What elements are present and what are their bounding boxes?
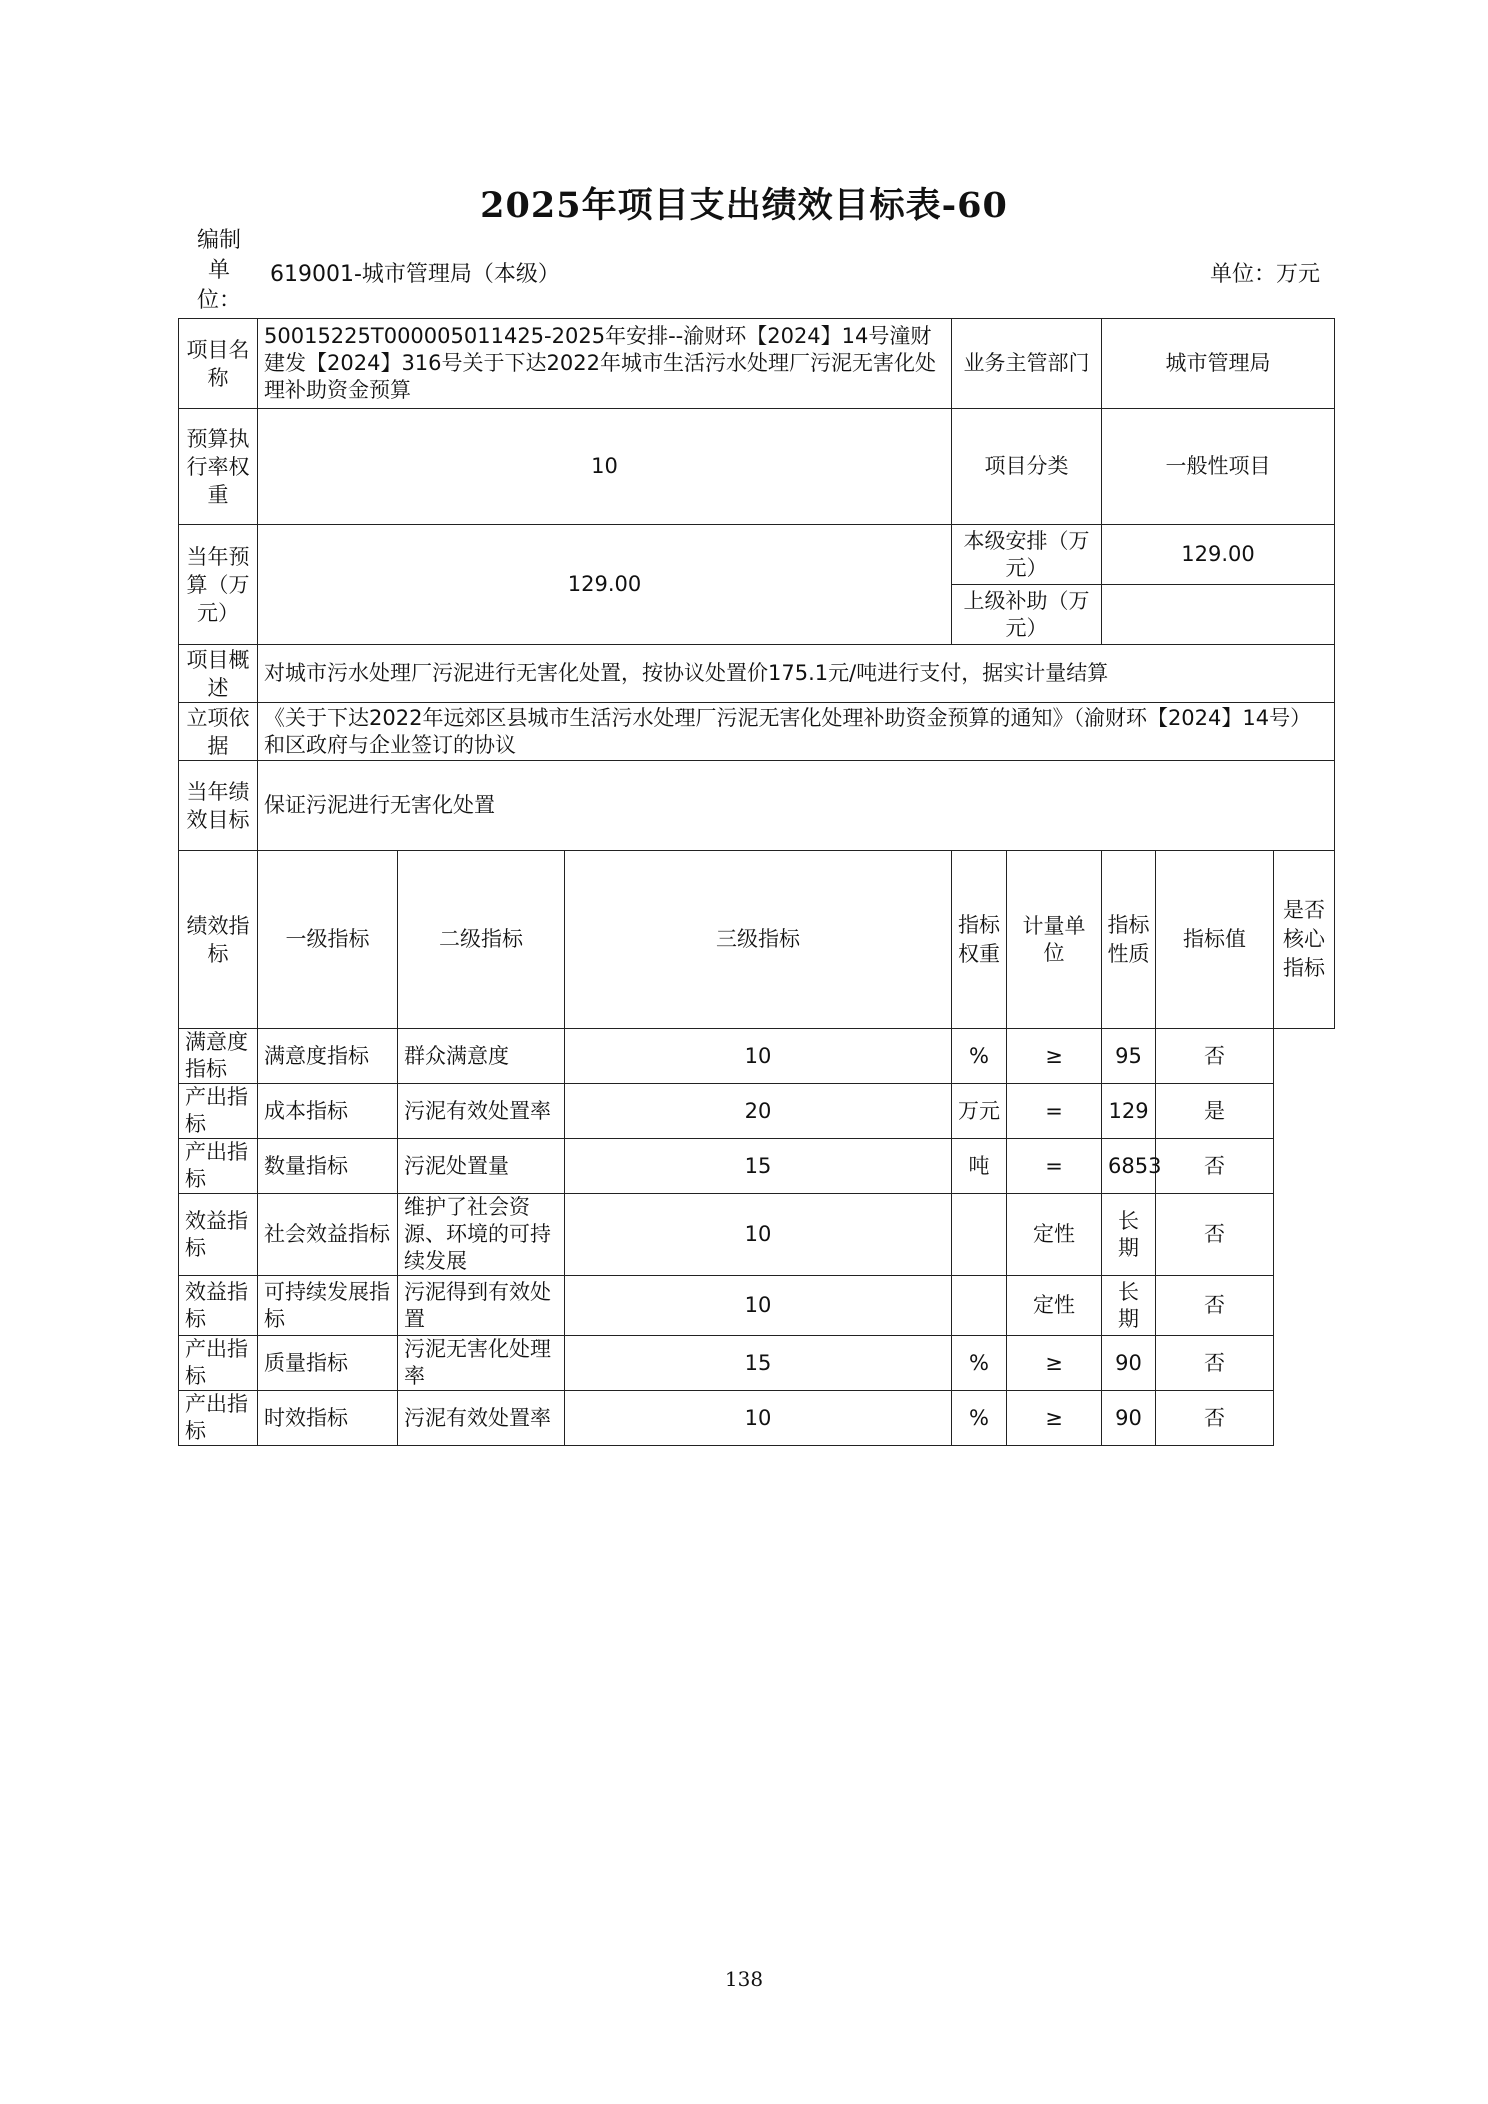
indicator-unit: % (952, 1336, 1007, 1391)
budget-label: 当年预算（万元） (179, 525, 258, 645)
category-label: 项目分类 (952, 409, 1102, 525)
indicator-l3: 污泥有效处置率 (398, 1084, 565, 1139)
performance-table (178, 318, 1335, 1446)
indicator-row (179, 1084, 1335, 1139)
indicator-row (179, 1194, 1335, 1276)
indicator-l2: 质量指标 (258, 1336, 398, 1391)
indicator-core: 否 (1156, 1276, 1274, 1336)
indicator-value: 长期 (1102, 1276, 1156, 1336)
indicator-l2: 满意度指标 (258, 1029, 398, 1084)
header-nature: 指标性质 (1102, 851, 1156, 1029)
indicator-nature: ≥ (1007, 1029, 1102, 1084)
indicator-l1: 产出指标 (179, 1391, 258, 1446)
budget-value: 129.00 (258, 525, 952, 645)
unit-label: 编制单位： (196, 228, 241, 313)
indicator-core: 否 (1156, 1029, 1274, 1084)
indicator-row (179, 1029, 1335, 1084)
indicator-l3: 污泥有效处置率 (398, 1391, 565, 1446)
indicator-unit (952, 1276, 1007, 1336)
indicator-core: 否 (1156, 1391, 1274, 1446)
weight-label: 预算执行率权重 (179, 409, 258, 525)
page-number: 138 (724, 1967, 764, 1991)
indicator-l1: 效益指标 (179, 1194, 258, 1276)
indicator-row (179, 1139, 1335, 1194)
indicator-l3: 维护了社会资源、环境的可持续发展 (398, 1194, 565, 1276)
indicator-weight: 15 (565, 1336, 952, 1391)
indicator-nature: ≥ (1007, 1391, 1102, 1446)
upper-value (1102, 585, 1335, 645)
money-unit: 单位：万元 (1209, 262, 1320, 287)
indicator-unit: 吨 (952, 1139, 1007, 1194)
indicator-core: 否 (1156, 1194, 1274, 1276)
header-value: 指标值 (1156, 851, 1274, 1029)
indicator-unit: 万元 (952, 1084, 1007, 1139)
indicator-l2: 成本指标 (258, 1084, 398, 1139)
indicator-l1: 产出指标 (179, 1084, 258, 1139)
indicator-unit: % (952, 1029, 1007, 1084)
header-core: 是否核心指标 (1274, 851, 1335, 1029)
indicator-weight: 10 (565, 1029, 952, 1084)
indicator-value: 6853 (1102, 1139, 1156, 1194)
indicator-l1: 效益指标 (179, 1276, 258, 1336)
basis-label: 立项依据 (179, 703, 258, 761)
local-value: 129.00 (1102, 525, 1335, 585)
overview-value: 对城市污水处理厂污泥进行无害化处置，按协议处置价175.1元/吨进行支付，据实计量结算 (258, 645, 1335, 703)
indicator-core: 是 (1156, 1084, 1274, 1139)
header-weight: 指标权重 (952, 851, 1007, 1029)
indicator-value: 129 (1102, 1084, 1156, 1139)
header-l3: 三级指标 (565, 851, 952, 1029)
indicator-core: 否 (1156, 1139, 1274, 1194)
dept-label: 业务主管部门 (952, 319, 1102, 409)
indicator-row (179, 1336, 1335, 1391)
indicator-unit (952, 1194, 1007, 1276)
indicator-weight: 20 (565, 1084, 952, 1139)
indicator-l1: 满意度指标 (179, 1029, 258, 1084)
indicator-section-label: 绩效指标 (179, 851, 258, 1029)
indicator-l2: 数量指标 (258, 1139, 398, 1194)
dept-value: 城市管理局 (1102, 319, 1335, 409)
indicator-unit: % (952, 1391, 1007, 1446)
indicator-weight: 10 (565, 1391, 952, 1446)
indicator-value: 90 (1102, 1391, 1156, 1446)
indicator-nature: 定性 (1007, 1194, 1102, 1276)
page-title: 2025年项目支出绩效目标表-60 (480, 185, 1008, 226)
goal-label: 当年绩效目标 (179, 761, 258, 851)
indicator-l3: 污泥处置量 (398, 1139, 565, 1194)
category-value: 一般性项目 (1102, 409, 1335, 525)
indicator-row (179, 1276, 1335, 1336)
indicator-weight: 15 (565, 1139, 952, 1194)
indicator-nature: = (1007, 1139, 1102, 1194)
unit-value: 619001-城市管理局（本级） (270, 262, 560, 287)
indicator-nature: ≥ (1007, 1336, 1102, 1391)
project-name: 50015225T000005011425-2025年安排--渝财环【2024】14号潼财建发【2024】316号关于下达2022年城市生活污水处理厂污泥无害化处理补助资金预算 (258, 319, 952, 409)
indicator-l1: 产出指标 (179, 1336, 258, 1391)
basis-value: 《关于下达2022年远郊区县城市生活污水处理厂污泥无害化处理补助资金预算的通知》（渝财环【2024】14号）和区政府与企业签订的协议 (258, 703, 1335, 761)
header-l2: 二级指标 (398, 851, 565, 1029)
indicator-l2: 社会效益指标 (258, 1194, 398, 1276)
indicator-value: 长期 (1102, 1194, 1156, 1276)
local-label: 本级安排（万元） (952, 525, 1102, 585)
goal-value: 保证污泥进行无害化处置 (258, 761, 1335, 851)
indicator-value: 90 (1102, 1336, 1156, 1391)
indicator-nature: 定性 (1007, 1276, 1102, 1336)
upper-label: 上级补助（万元） (952, 585, 1102, 645)
indicator-l1: 产出指标 (179, 1139, 258, 1194)
indicator-nature: = (1007, 1084, 1102, 1139)
weight-value: 10 (258, 409, 952, 525)
indicator-weight: 10 (565, 1276, 952, 1336)
overview-label: 项目概述 (179, 645, 258, 703)
indicator-row (179, 1391, 1335, 1446)
project-name-label: 项目名称 (179, 319, 258, 409)
indicator-value: 95 (1102, 1029, 1156, 1084)
indicator-weight: 10 (565, 1194, 952, 1276)
indicator-l3: 群众满意度 (398, 1029, 565, 1084)
header-unit: 计量单位 (1007, 851, 1102, 1029)
indicator-l3: 污泥无害化处理率 (398, 1336, 565, 1391)
indicator-l2: 时效指标 (258, 1391, 398, 1446)
indicator-l2: 可持续发展指标 (258, 1276, 398, 1336)
indicator-l3: 污泥得到有效处置 (398, 1276, 565, 1336)
indicator-core: 否 (1156, 1336, 1274, 1391)
header-l1: 一级指标 (258, 851, 398, 1029)
